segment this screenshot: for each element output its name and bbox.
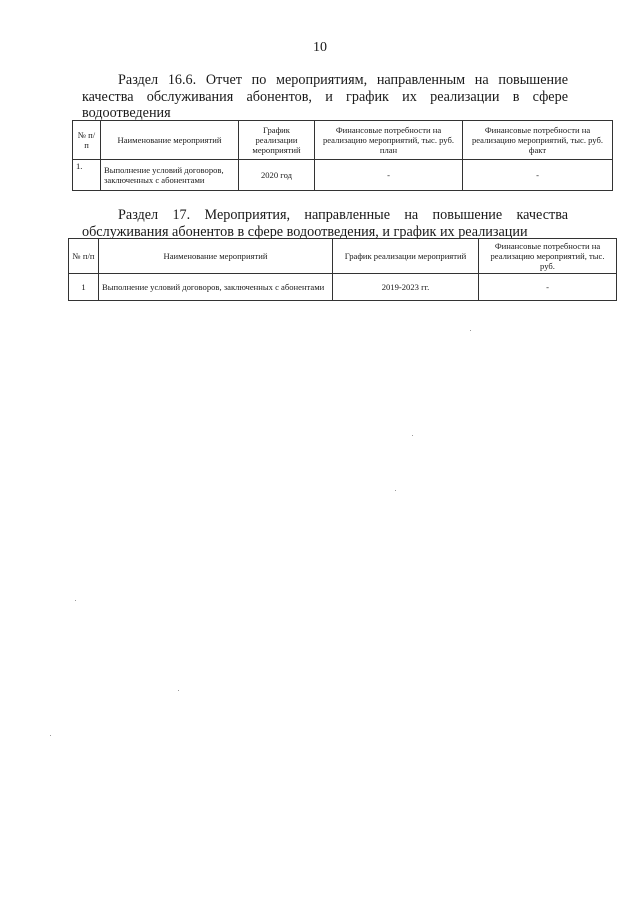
header-cell-schedule: График реализации мероприятий (333, 239, 479, 274)
scan-speck (50, 735, 51, 736)
header-cell-finance: Финансовые потребности на реализацию мероприятий, тыс. руб. (479, 239, 617, 274)
row-name-cell: Выполнение условий договоров, заключенных с абонентами (101, 160, 239, 191)
scan-speck (470, 330, 471, 331)
row-name-cell: Выполнение условий договоров, заключенных с абонентами (99, 274, 333, 301)
table-header-row (69, 239, 617, 274)
header-cell-number: № п/п (69, 239, 99, 274)
scan-speck (178, 690, 179, 691)
section-17-table (68, 238, 617, 301)
section-17-heading: Раздел 17. Мероприятия, направленные на повышение качества обслуживания абонентов в сфере водоотведения, и график их реализации (82, 207, 568, 240)
header-cell-schedule: График реализации мероприятий (239, 121, 315, 160)
table-header-row (73, 121, 613, 160)
header-cell-number: № п/п (73, 121, 101, 160)
page-number: 10 (313, 40, 327, 55)
section-16-6-table (72, 120, 613, 191)
row-finance-fact-cell: - (463, 160, 613, 191)
header-cell-finance-fact: Финансовые потребности на реализацию мероприятий, тыс. руб. факт (463, 121, 613, 160)
row-number-cell: 1. (73, 160, 101, 191)
row-schedule-cell: 2020 год (239, 160, 315, 191)
section-16-6-heading: Раздел 16.6. Отчет по мероприятиям, направленным на повышение качества обслуживания абонентов, и график их реализации в сфере водоотведения (82, 72, 568, 121)
scan-speck (412, 435, 413, 436)
row-number-cell: 1 (69, 274, 99, 301)
row-schedule-cell: 2019-2023 гг. (333, 274, 479, 301)
header-cell-name: Наименование мероприятий (99, 239, 333, 274)
row-finance-cell: - (479, 274, 617, 301)
table-row (69, 274, 617, 301)
scan-speck (395, 490, 396, 491)
scan-speck (75, 600, 76, 601)
header-cell-name: Наименование мероприятий (101, 121, 239, 160)
header-cell-finance-plan: Финансовые потребности на реализацию мероприятий, тыс. руб. план (315, 121, 463, 160)
row-finance-plan-cell: - (315, 160, 463, 191)
table-row (73, 160, 613, 191)
